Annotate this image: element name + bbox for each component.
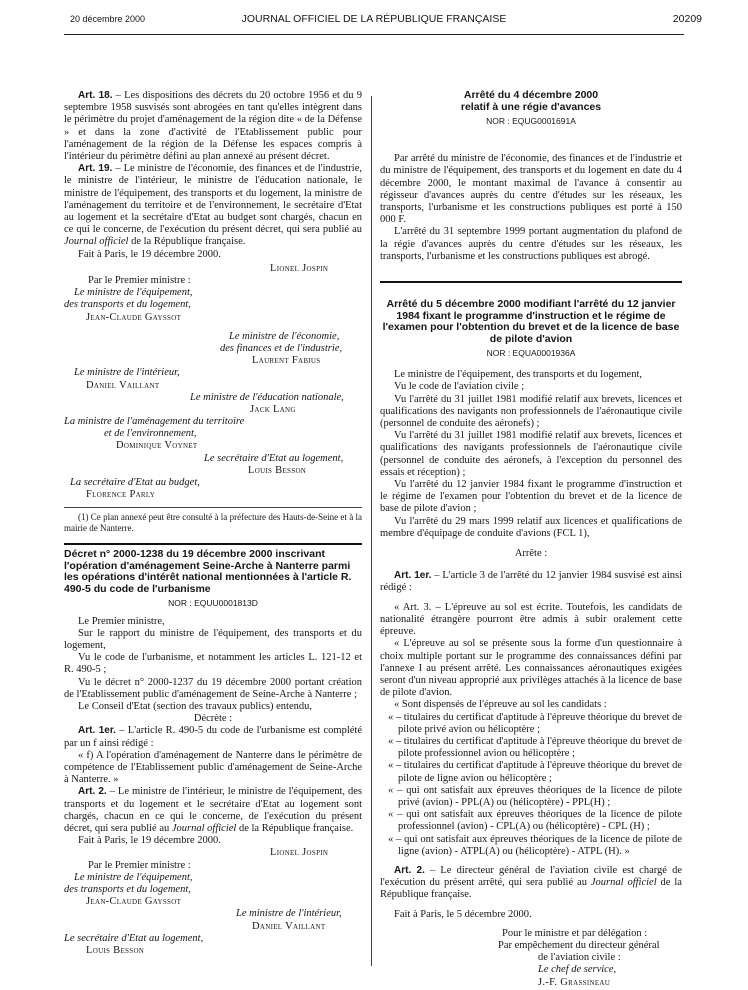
secretary-budget: La secrétaire d'Etat au budget, <box>70 477 200 489</box>
decret-nor: NOR : EQUU0001813D <box>168 598 258 609</box>
minister-economie-line1: Le ministre de l'économie, <box>229 330 340 342</box>
arrete-2-title: Arrêté du 5 décembre 2000 modifiant l'arrêté du 12 janvier 1984 fixant le programme d'instruction et le régime de l'examen pour l'obtention du brevet et de la licence de base de pilote d'avion <box>382 298 680 345</box>
signature-vaillant: Daniel Vaillant <box>86 379 160 391</box>
delegation-line-3: de l'aviation civile : <box>538 952 621 964</box>
arrete-2-visa-1: Vu l'arrêté du 31 juillet 1981 modifié relatif aux brevets, licences et qualifications des navigants non professionnels de l'aéronautique civile (personnel de conduite des aéronefs) ; <box>380 393 682 430</box>
minister-equipement-2-line2: des transports et du logement, <box>64 884 191 896</box>
section-rule-right <box>380 281 682 283</box>
decrete: Décrète : <box>193 713 233 725</box>
par-premier-ministre-2: Par le Premier ministre : <box>88 859 191 871</box>
signature-voynet: Dominique Voynet <box>116 440 198 452</box>
right-column <box>380 90 682 989</box>
column-divider <box>371 96 372 966</box>
minister-interieur-2: Le ministre de l'intérieur, <box>236 908 342 920</box>
footnote: (1) Ce plan annexé peut être consulté à la préfecture des Hauts-de-Seine et à la mairie de Nanterre. <box>64 512 362 533</box>
secretary-logement: Le secrétaire d'Etat au logement, <box>204 452 344 464</box>
delegation-line-1: Pour le ministre et par délégation : <box>502 927 648 939</box>
delegation-line-4: Le chef de service, <box>538 964 617 976</box>
minister-economie-line2: des finances et de l'industrie, <box>220 342 343 354</box>
footnote-rule <box>64 507 362 508</box>
visa-rapport: Sur le rapport du ministre de l'équipement, des transports et du logement, <box>64 627 362 652</box>
signature-besson: Louis Besson <box>248 464 307 476</box>
minister-education: Le ministre de l'éducation nationale, <box>190 391 344 403</box>
signature-gayssot: Jean-Claude Gayssot <box>86 311 182 323</box>
decret-title: Décret n° 2000-1238 du 19 décembre 2000 inscrivant l'opération d'aménagement Seine-Arche à Nanterre parmi les opérations d'intérêt national mentionnées à l'article R. 490-5 du code de l'urbanisme <box>64 548 352 595</box>
visa-decret: Vu le décret n° 2000-1237 du 19 décembre 2000 portant création de l'Etablissement public d'aménagement de Seine-Arche à Nanterre ; <box>64 676 362 700</box>
signature-jospin: Lionel Jospin <box>270 262 329 274</box>
minister-interieur: Le ministre de l'intérieur, <box>74 367 180 379</box>
arrete-2-article-2: Art. 2. – Le directeur général de l'aviation civile est chargé de l'exécution du présent arrêté, qui sera publié au Journal officiel de la République française. <box>380 864 682 901</box>
quote-art3: « Art. 3. – L'épreuve au sol est écrite. Toutefois, les candidats de nationalité étrangère pourront être admis à subir oralement cette épreuve. <box>380 601 682 638</box>
arrete-2-article-1: Art. 1er. – L'article 3 de l'arrêté du 12 janvier 1984 susvisé est ainsi rédigé : <box>380 570 682 594</box>
signature-grassineau: J.-F. Grassineau <box>538 976 611 988</box>
decret-article-1-quote: « f) A l'opération d'aménagement de Nanterre dans le périmètre de compétence de l'Etablissement public d'aménagement de Seine-Arche à Nanterre. » <box>64 749 362 786</box>
fait-a-paris-3: Fait à Paris, le 5 décembre 2000. <box>394 908 532 920</box>
signature-vaillant-2: Daniel Vaillant <box>252 920 326 932</box>
visa-code-urbanisme: Vu le code de l'urbanisme, et notamment les articles L. 121-12 et R. 490-5 ; <box>64 652 362 676</box>
signature-gayssot-2: Jean-Claude Gayssot <box>86 896 182 908</box>
arrete-2-visa-2: Vu l'arrêté du 31 juillet 1981 modifié relatif aux brevets, licences et qualifications des navigants professionnels de l'aéronautique civile (personnel de conduite des aéronefs, à l'exception du personnel des essais et réception) ; <box>380 430 682 478</box>
page-header <box>0 0 748 30</box>
fait-a-paris-1: Fait à Paris, le 19 décembre 2000. <box>78 248 221 260</box>
signature-besson-2: Louis Besson <box>86 944 145 956</box>
delegation-line-2: Par empêchement du directeur général <box>498 939 660 951</box>
quote-dispenses: « Sont dispensés de l'épreuve au sol les candidats : <box>394 699 607 711</box>
quote-item-5: « – qui ont satisfait aux épreuves théoriques de la licence de pilote professionnel (avion) - CPL(A) ou (hélicoptère) - CPL (H) ; <box>388 809 682 833</box>
minister-amenagement-line2: et de l'environnement, <box>104 428 197 440</box>
header-page-number: 20209 <box>672 13 702 25</box>
arrete-1-paragraph-2: L'arrêté du 31 septembre 1999 portant augmentation du plafond de la régie d'avances auprès du centre d'études sur les réseaux, les transports, l'urbanisme et les constructions publiques est abrogé. <box>380 226 682 262</box>
arrete-2-visa-4: Vu l'arrêté du 29 mars 1999 relatif aux licences et qualifications de membre d'équipage de conduite d'avions (FCL 1), <box>380 515 682 539</box>
visa-conseil-etat: Le Conseil d'Etat (section des travaux publics) entendu, <box>78 701 312 713</box>
minister-equipement-2-line1: Le ministre de l'équipement, <box>74 871 193 883</box>
minister-equipement-line2: des transports et du logement, <box>64 299 191 311</box>
decret-article-1: Art. 1er. – L'article R. 490-5 du code de l'urbanisme est complété par un f ainsi rédigé : <box>64 725 362 749</box>
quote-item-6: « – qui ont satisfait aux épreuves théoriques de la licence de pilote de ligne (avion) - ATPL(A) ou (hélicoptère) - ATPL (H). » <box>388 833 682 857</box>
signature-lang: Jack Lang <box>250 403 296 415</box>
signature-jospin-2: Lionel Jospin <box>270 847 329 859</box>
quote-item-3: « – titulaires du certificat d'aptitude à l'épreuve théorique du brevet de pilote de ligne avion ou hélicoptère ; <box>388 760 682 784</box>
arrete-label: Arrête : <box>514 548 548 560</box>
section-rule <box>64 543 362 545</box>
visa-premier-ministre: Le Premier ministre, <box>78 615 165 627</box>
arrete-1-title: Arrêté du 4 décembre 2000 relatif à une régie d'avances <box>460 89 602 113</box>
article-18: Art. 18. – Les dispositions des décrets du 20 octobre 1956 et du 9 septembre 1958 susvisés sont abrogées en tant qu'elles intègrent dans le périmètre du projet d'aménagement de la région dite « de la Défense » et dans la zone d'activité de l'Etablissement public pour l'aménagement de la région de la Défense les espaces compris à l'intérieur du périmètre défini au plan annexé au présent décret. <box>64 90 362 163</box>
quote-item-1: « – titulaires du certificat d'aptitude à l'épreuve théorique du brevet de pilote privé avion ou hélicoptère ; <box>388 711 682 735</box>
header-rule <box>64 34 684 35</box>
header-journal-title: JOURNAL OFFICIEL DE LA RÉPUBLIQUE FRANÇAISE <box>241 13 507 25</box>
arrete-2-nor: NOR : EQUA0001936A <box>486 348 576 359</box>
article-19: Art. 19. – Le ministre de l'économie, des finances et de l'industrie, le ministre de l'intérieur, le ministre de l'éducation nationale, le ministre de l'équipement, des transports et du logement, la ministre de l'aménagement du territoire et de l'environnement, le secrétaire d'Etat au logement et la secrétaire d'Etat au budget sont chargés, chacun en ce qui le concerne, de l'exécution du présent décret, qui sera publié au Journal officiel de la République française. <box>64 163 362 248</box>
signature-fabius: Laurent Fabius <box>252 355 321 367</box>
arrete-1-nor: NOR : EQUG0001691A <box>486 116 576 126</box>
header-date: 20 décembre 2000 <box>70 14 146 24</box>
fait-a-paris-2: Fait à Paris, le 19 décembre 2000. <box>78 835 221 847</box>
quote-epreuve: « L'épreuve au sol se présente sous la forme d'un questionnaire à choix multiple portant sur le programme des connaissances défini par l'annexe I au présent arrêté. Les connaissances aéronautiques exigées seront d'un niveau approprié aux privilèges attachés à la licence de base de pilote d'avion. <box>380 638 682 699</box>
decret-article-2: Art. 2. – Le ministre de l'intérieur, le ministre de l'équipement, des transports et du logement et le secrétaire d'Etat au logement sont chargés, chacun en ce qui le concerne, de l'exécution du présent décret, qui sera publié au Journal officiel de la République française. <box>64 786 363 835</box>
arrete-2-minister: Le ministre de l'équipement, des transports et du logement, <box>394 369 642 381</box>
quote-item-2: « – titulaires du certificat d'aptitude à l'épreuve théorique du brevet de pilote professionnel avion ou hélicoptère ; <box>388 735 682 760</box>
signature-parly: Florence Parly <box>86 489 156 501</box>
arrete-2-visa-code: Vu le code de l'aviation civile ; <box>394 381 525 393</box>
left-column <box>64 90 362 957</box>
quote-item-4: « – qui ont satisfait aux épreuves théoriques de la licence de pilote privé (avion) - PPL(A) ou (hélicoptère) - PPL(H) ; <box>388 784 682 808</box>
secretary-logement-2: Le secrétaire d'Etat au logement, <box>64 932 204 944</box>
par-premier-ministre: Par le Premier ministre : <box>88 275 191 287</box>
arrete-1-paragraph-1: Par arrêté du ministre de l'économie, des finances et de l'industrie et du ministre de l'équipement, des transports et du logement en date du 4 décembre 2000, le montant maximal de l'avance à consentir au régisseur d'avances auprès du centre d'études sur les réseaux, les transports, l'urbanisme et les constructions publiques est porté à 150 000 F. <box>380 153 682 226</box>
arrete-2-visa-3: Vu l'arrêté du 12 janvier 1984 fixant le programme d'instruction et le régime de l'examen pour l'obtention du brevet et de la licence de base de pilote d'avion ; <box>380 479 682 515</box>
minister-amenagement-line1: La ministre de l'aménagement du territoire <box>64 416 245 428</box>
minister-equipement-line1: Le ministre de l'équipement, <box>74 287 193 299</box>
